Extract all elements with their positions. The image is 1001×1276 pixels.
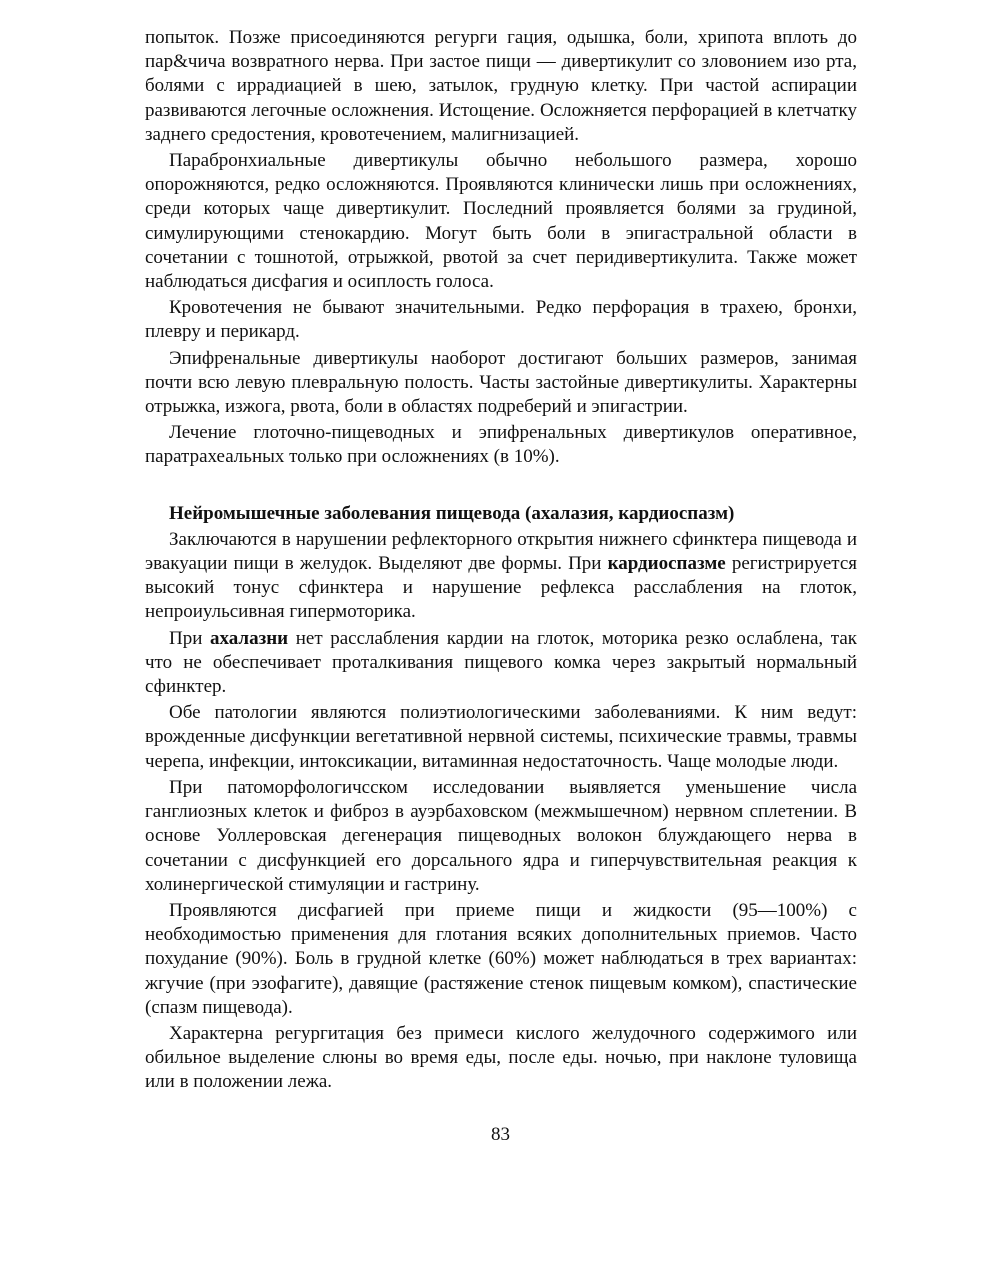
- document-page: [145, 26, 857, 1095]
- paragraph-epiphrenic-diverticula: Эпифренальные дивертикулы наоборот достигают больших размеров, занимая почти всю левую плевральную полость. Часты застойные дивертикулиты. Характерны отрыжка, изжога, рвота, боли в областях подреберий и эпигастрии.: [145, 347, 857, 418]
- text-run: Заключаются в нарушении рефлекторного открытия нижнего сфинктера пищевода и эвакуации пищи в желудок. Выделяют две формы. При: [145, 528, 857, 575]
- bold-term-cardiospasm: кардиоспазме: [607, 553, 726, 575]
- paragraph-etiology: Обе патологии являются полиэтиологическими заболеваниями. К ним ведут: врожденные дисфункции вегетативной нервной системы, психические травмы, травмы черепа, инфекции, интоксикации, витаминная недостаточность. Чаще молодые люди.: [145, 702, 857, 772]
- paragraph-regurgitation: Характерна регургитация без примеси кислого желудочного содержимого или обильное выделение слюны во время еды, после еды. ночью, при наклоне туловища или в положении лежа.: [145, 1022, 857, 1093]
- paragraph-parabronchial-diverticula: Парабронхиальные дивертикулы обычно небольшого размера, хорошо опорожняются, редко осложняются. Проявляются клинически лишь при осложнениях, среди которых чаще дивертикулит. Последний проявляется болями за грудиной, симулирующими стенокардию. Могут быть боли в эпигастральной области в сочетании с тошнотой, отрыжкой, рвотой за счет перидивертикулита. Также может наблюдаться дисфагия и осиплость голоса.: [145, 150, 857, 293]
- paragraph-forms: [145, 528, 857, 625]
- section-heading: Нейромышечные заболевания пищевода (ахалазия, кардиоспазм): [169, 502, 735, 524]
- paragraph-continuation: попыток. Позже присоединяются регурги гация, одышка, боли, хрипота вплоть до пар&чича возвратного нерва. При застое пищи — дивертикулит со зловонием изо рта, болями с иррадиацией в шею, затылок, грудную клетку. При частой аспирации развиваются легочные осложнения. Истощение. Осложняется перфорацией в клетчатку заднего средостения, кровотечением, малигнизацией.: [145, 27, 857, 145]
- page-number: 83: [491, 1124, 510, 1145]
- paragraph-achalasia: [145, 627, 857, 700]
- paragraph-symptoms: Проявляются дисфагией при приеме пищи и жидкости (95—100%) с необходимостью применения для глотания всяких дополнительных приемов. Часто похудание (90%). Боль в грудной клетке (60%) может наблюдаться в трех вариантах: жгучие (при эзофагите), давящие (растяжение стенок пищевым комком), спастические (спазм пищевода).: [145, 899, 857, 1018]
- text-run: При: [169, 627, 210, 649]
- text-run: нет расслабления кардии на глоток, моторика резко ослаблена, так что не обеспечивает проталкивания пищевого комка через закрытый нормальный сфинктер.: [145, 627, 857, 698]
- paragraph-pathomorphology: При патоморфологичсском исследовании выявляется уменьшение числа ганглиозных клеток и фиброз в ауэрбаховском (межмышечном) нервном сплетении. В основе Уоллеровская дегенерация пищеводных волокон блуждающего нерва в сочетании с дисфункцией его дорсального ядра и гиперчувствительная реакция к холинергической стимуляции и гастрину.: [145, 776, 857, 895]
- text-run: регистрируется высокий тонус сфинктера и нарушение рефлекса расслабления на глоток, непроиульсивная гипермоторика.: [145, 553, 857, 623]
- paragraph-bleeding: Кровотечения не бывают значительными. Редко перфорация в трахею, бронхи, плевру и перикард.: [145, 297, 857, 343]
- paragraph-treatment: Лечение глоточно-пищеводных и эпифренальных дивертикулов оперативное, паратрахеальных только при осложнениях (в 10%).: [145, 422, 857, 468]
- bold-term-achalasia: ахалазни: [210, 627, 289, 649]
